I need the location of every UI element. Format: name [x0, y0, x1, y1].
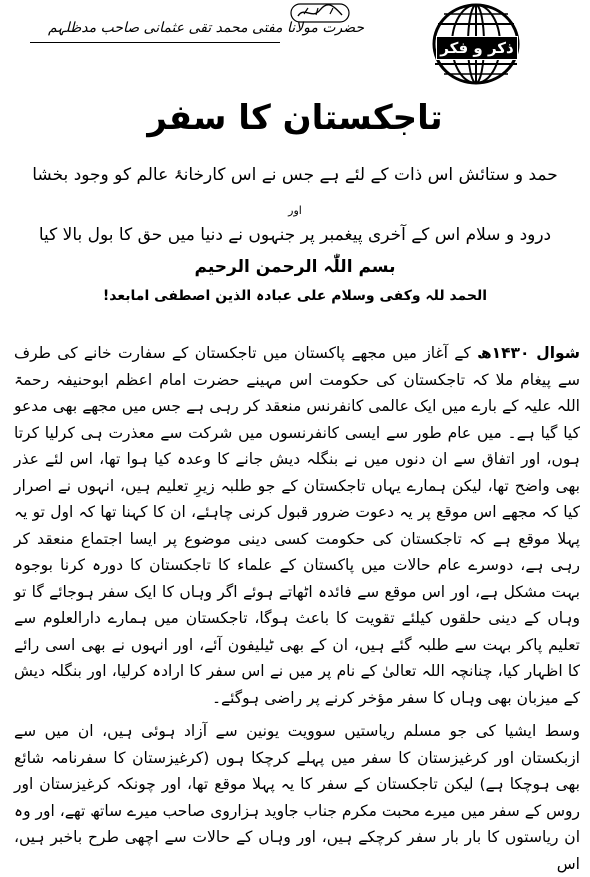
header	[0, 0, 590, 90]
hamd-line: حمد و ستائش اس ذات کے لئے ہے جس نے اس کارخانۂ عالم کو وجود بخشا	[32, 165, 558, 185]
paragraph-1-text: کے آغاز میں مجھے پاکستان میں تاجکستان کے سفارت خانے کی طرف سے پیغام ملا کہ تاجکستان کی حکومت اس مہینے حضرت امام اعظم ابوحنیفہ رحمۃ اللہ علیہ کے بارے میں ایک عالمی کانفرنس منعقد کر رہی ہے جس میں مجھے بھی مدعو کیا گیا ہے۔ میں عام طور سے ایسی کانفرنسوں میں شرکت سے معذرت ہی کرلیا کرتا ہوں، اور اتفاق سے ان دنوں میں نے بنگلہ دیش جانے کا وعدہ کیا ہوا تھا، اس لئے عذر بھی واضح تھا، لیکن ہمارے یہاں تاجکستان کے جو طلبہ زیرِ تعلیم ہیں، انہوں نے اصرار کیا کہ مجھے اس موقع پر یہ دعوت ضرور قبول کرنی چاہئے، ان کا کہنا تھا کہ اول تو یہ پہلا موقع ہے کہ تاجکستان کی حکومت کسی دینی موضوع پر ایسا اجتماع منعقد کر رہی ہے، دوسرے عام حالات میں پاکستان کے علماء کا تاجکستان کا دورہ کرنا بوجوہ بہت مشکل ہے، اور اس موقع سے فائدہ اٹھاتے ہوئے اگر وہاں کا ایک سفر ہوجائے گا تو وہاں کے دینی حلقوں کیلئے تقویت کا باعث ہوگا، تاجکستان میں ہمارے دارالعلوم سے تعلیم پاکر بہت سے طلبہ گئے ہیں، ان کے بھی ٹیلیفون آئے، اور انہوں نے بھی اسی رائے کا اظہار کیا، چنانچہ اللہ تعالیٰ کے نام پر میں نے اس سفر کا ارادہ کرلیا، اور بنگلہ دیش کے میزبان بھی وہاں کا سفر مؤخر کرنے پر راضی ہوگئے۔	[14, 344, 580, 707]
paragraph-1	[14, 340, 580, 711]
durood-line: درود و سلام اس کے آخری پیغمبر پر جنہوں نے دنیا میں حق کا بول بالا کیا	[38, 225, 552, 245]
byline-rule	[30, 42, 280, 43]
article-title: تاجکستان کا سفر	[147, 98, 443, 138]
alhamdulillah-line: الحمد للہ وکفی وسلام علی عبادہ الذین اصطفی امابعد!	[102, 288, 488, 304]
paragraph-2: وسط ایشیا کی جو مسلم ریاستیں سوویت یونین سے آزاد ہوئی ہیں، ان میں سے ازبکستان اور کرغیزستان کا سفر میں پہلے کرچکا ہوں (کرغیزستان کا سفرنامہ شائع بھی ہوچکا ہے) لیکن تاجکستان کے سفر کا یہ پہلا موقع تھا، اور چونکہ کرغیزستان اور روس کے سفر میں میرے محبت مکرم جناب جاوید ہزاروی صاحب میرے ساتھ تھے، اور وہ ان ریاستوں کا بار بار سفر کرچکے ہیں، اور وہاں کے حالات سے اچھی طرح باخبر ہیں، اس	[14, 722, 580, 873]
author-byline: حضرت مولانا مفتی محمد تقی عثمانی صاحب مدظلہم	[47, 20, 364, 36]
column-banner: ذکر و فکر	[436, 36, 518, 60]
paragraph-1-lead: شوال ۱۴۳۰ھ	[477, 344, 580, 362]
conjunction-line: اور	[288, 204, 302, 217]
bismillah-line: بسم اللّٰہ الرحمن الرحیم	[194, 257, 396, 277]
